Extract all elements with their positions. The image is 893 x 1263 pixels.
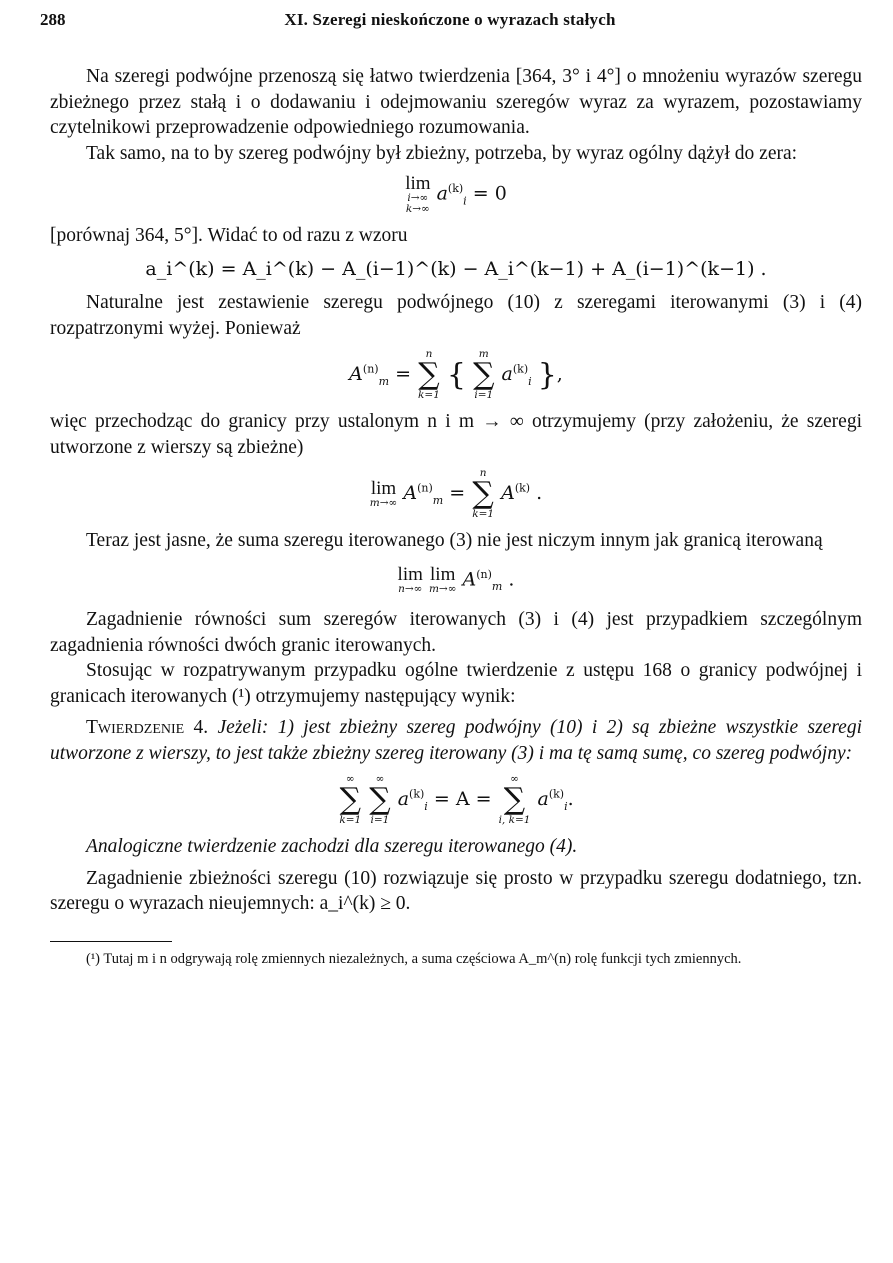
paragraph-5: więc przechodząc do granicy przy ustalonym n i m → ∞ otrzymujemy (przy założeniu, że szeregi utworzone z wierszy są zbieżne)	[50, 411, 862, 458]
equation-term-difference: a_i^(k) = A_i^(k) − A_(i−1)^(k) − A_i^(k−1) + A_(i−1)^(k−1) .	[145, 257, 767, 280]
sum-symbol-ik: ∞ ∑ i, k=1	[498, 773, 531, 827]
footnote-1: (¹) Tutaj m i n odgrywają rolę zmiennych niezależnych, a suma częściowa A_m^(n) rolę funkcji tych zmiennych.	[86, 950, 742, 967]
paragraph-8: Stosując w rozpatrywanym przypadku ogólne twierdzenie z ustępu 168 o granicy podwójnej i granicach iterowanych (¹) otrzymujemy następujący wynik:	[50, 660, 862, 707]
equation-limit-partial: lim m→∞ $A^{(n)}_m$ = n ∑ k=1 $A^{(k)}$ .	[369, 467, 543, 520]
running-header	[40, 10, 860, 34]
limit-operator-m: lim m→∞	[428, 563, 457, 595]
paragraph-6: Teraz jest jasne, że suma szeregu iterowanego (3) nie jest niczym innym jak granicą iterowaną	[86, 530, 823, 551]
footnote-divider	[50, 941, 172, 942]
equation-partial-sum: $A^{(n)}_m$ = n ∑ k=1 { m ∑ i=1 $a^{(k)}_i$ },	[349, 348, 563, 401]
paragraph-7: Zagadnienie równości sum szeregów iterowanych (3) i (4) jest przypadkiem szczególnym zagadnienia równości dwóch granic iterowanych.	[50, 609, 862, 656]
chapter-title: XI. Szeregi nieskończone o wyrazach stałych	[284, 10, 616, 29]
equation-limit-zero: lim i→∞ k→∞ $a^{(k)}_i = 0$	[405, 173, 507, 215]
theorem-label: Twierdzenie 4.	[86, 717, 209, 739]
limit-operator: lim m→∞	[369, 478, 398, 509]
paragraph-10: Zagadnienie zbieżności szeregu (10) rozwiązuje się prosto w przypadku szeregu dodatniego, tzn. szeregu o wyrazach nieujemnych: a_i^(k) ≥ 0.	[50, 867, 862, 915]
equation-rhs: = 0	[472, 182, 507, 205]
paragraph-3: [porównaj 364, 5°]. Widać to od razu z wzoru	[50, 225, 408, 246]
sum-symbol-i: ∞ ∑ i=1	[369, 773, 391, 827]
theorem-text: Jeżeli: 1) jest zbieżny szereg podwójny (10) i 2) są zbieżne wszystkie szeregi utworzone z wierszy, to jest także zbieżny szereg iterowany (3) i ma tę samą sumę, co szereg podwójny:	[50, 717, 863, 764]
sum-symbol-k: n ∑ k=1	[418, 348, 440, 401]
main-text	[50, 64, 862, 969]
paragraph-2: Tak samo, na to by szereg podwójny był zbieżny, potrzeba, by wyraz ogólny dążył do zera:	[86, 142, 798, 164]
sum-symbol-i: m ∑ i=1	[473, 348, 495, 401]
paragraph-4: Naturalne jest zestawienie szeregu podwójnego (10) z szeregami iterowanymi (3) i (4) rozpatrzonymi wyżej. Ponieważ	[50, 292, 862, 339]
sum-symbol-k: ∞ ∑ k=1	[339, 773, 362, 827]
limit-operator: lim i→∞ k→∞	[405, 173, 431, 215]
limit-operator-n: lim n→∞	[397, 563, 423, 595]
paragraph-9: Analogiczne twierdzenie zachodzi dla szeregu iterowanego (4).	[86, 836, 578, 858]
sum-symbol-k: n ∑ k=1	[472, 467, 495, 520]
paragraph-1: Na szeregi podwójne przenoszą się łatwo twierdzenia [364, 3° i 4°] o mnożeniu wyrazów szeregu zbieżnego przez stałą i o dodawaniu i odejmowaniu szeregów wyraz za wyrazem, pozostawiamy czytelnikowi przeprowadzenie odpowiedniego rozumowania.	[50, 66, 862, 138]
page-number: 288	[40, 10, 66, 29]
theorem-4	[50, 715, 862, 766]
equation-iterated-limit: lim n→∞ lim m→∞ $A^{(n)}_m$ .	[397, 563, 515, 595]
equation-double-sum: ∞ ∑ k=1 ∞ ∑ i=1 $a^{(k)}_i = A$ = ∞ ∑ i, k=1 $a^{(k)}_i$.	[339, 773, 574, 827]
term-a: a	[436, 182, 448, 205]
